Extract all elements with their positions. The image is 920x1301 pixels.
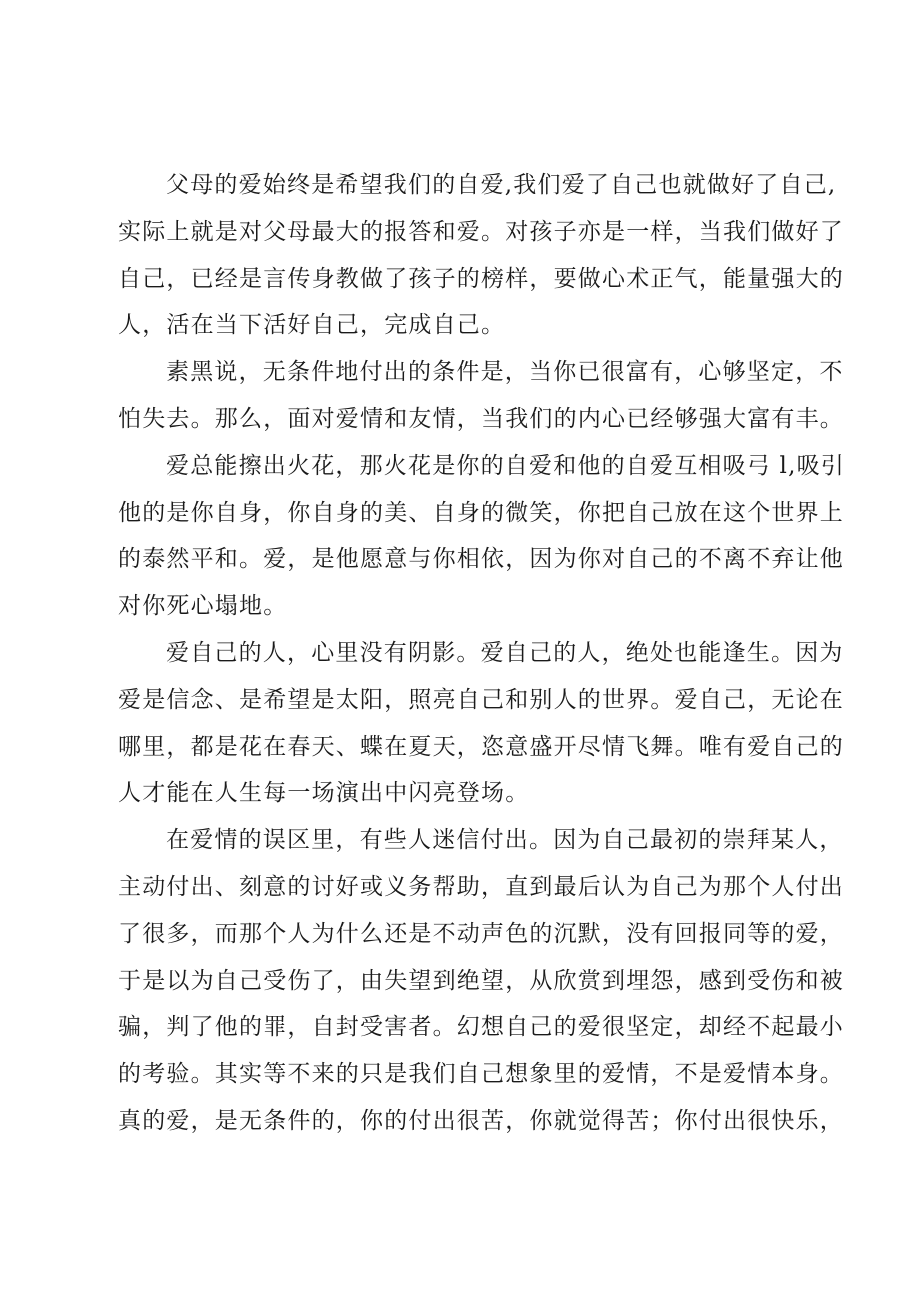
paragraph-1 [118, 162, 844, 349]
text-line: 于是以为自己受伤了，由失望到绝望，从欣赏到埋怨，感到受伤和被 [118, 967, 844, 994]
text-line: 在爱情的误区里，有些人迷信付出。因为自己最初的崇拜某人， [166, 827, 844, 854]
text-line: 了很多，而那个人为什么还是不动声色的沉默，没有回报同等的爱， [118, 920, 844, 947]
text-line: 人，活在当下活好自己，完成自己。 [118, 312, 506, 339]
text-line: 怕失去。那么，面对爱情和友情，当我们的内心已经够强大富有丰。 [118, 405, 844, 432]
text-line: 的考验。其实等不来的只是我们自己想象里的爱情，不是爱情本身。 [118, 1061, 844, 1088]
text-line: 哪里，都是花在春天、蝶在夏天，恣意盛开尽情飞舞。唯有爱自己的 [118, 733, 844, 760]
document-body [118, 162, 845, 1145]
text-line: 爱总能擦出火花，那火花是你的自爱和他的自爱互相吸弓 l,吸引 [166, 452, 845, 479]
text-line: 自己，已经是言传身教做了孩子的榜样，要做心术正气，能量强大的 [118, 265, 844, 292]
text-line: 人才能在人生每一场演出中闪亮登场。 [118, 780, 530, 807]
text-line: 爱自己的人，心里没有阴影。爱自己的人，绝处也能逢生。因为 [166, 639, 844, 666]
text-line: 实际上就是对父母最大的报答和爱。对孩子亦是一样，当我们做好了 [118, 218, 844, 245]
paragraph-3 [118, 443, 845, 630]
text-line: 素黑说，无条件地付出的条件是，当你已很富有，心够坚定，不 [166, 359, 844, 386]
text-line: 真的爱，是无条件的，你的付出很苦，你就觉得苦；你付出很快乐， [118, 1107, 844, 1134]
text-line: 他的是你自身，你自身的美、自身的微笑，你把自己放在这个世界上 [118, 499, 844, 526]
paragraph-5 [118, 817, 844, 1145]
text-line: 主动付出、刻意的讨好或义务帮助，直到最后认为自己为那个人付出 [118, 873, 844, 900]
text-line: 对你死心塌地。 [118, 593, 288, 620]
text-line: 父母的爱始终是希望我们的自爱,我们爱了自己也就做好了自己, [166, 172, 837, 198]
text-line: 骗，判了他的罪，自封受害者。幻想自己的爱很坚定，却经不起最小 [118, 1014, 844, 1041]
paragraph-2 [118, 349, 844, 443]
paragraph-4 [118, 630, 844, 817]
text-line: 爱是信念、是希望是太阳，照亮自己和别人的世界。爱自己，无论在 [118, 686, 844, 713]
text-line: 的泰然平和。爱，是他愿意与你相依，因为你对自己的不离不弃让他 [118, 546, 844, 573]
